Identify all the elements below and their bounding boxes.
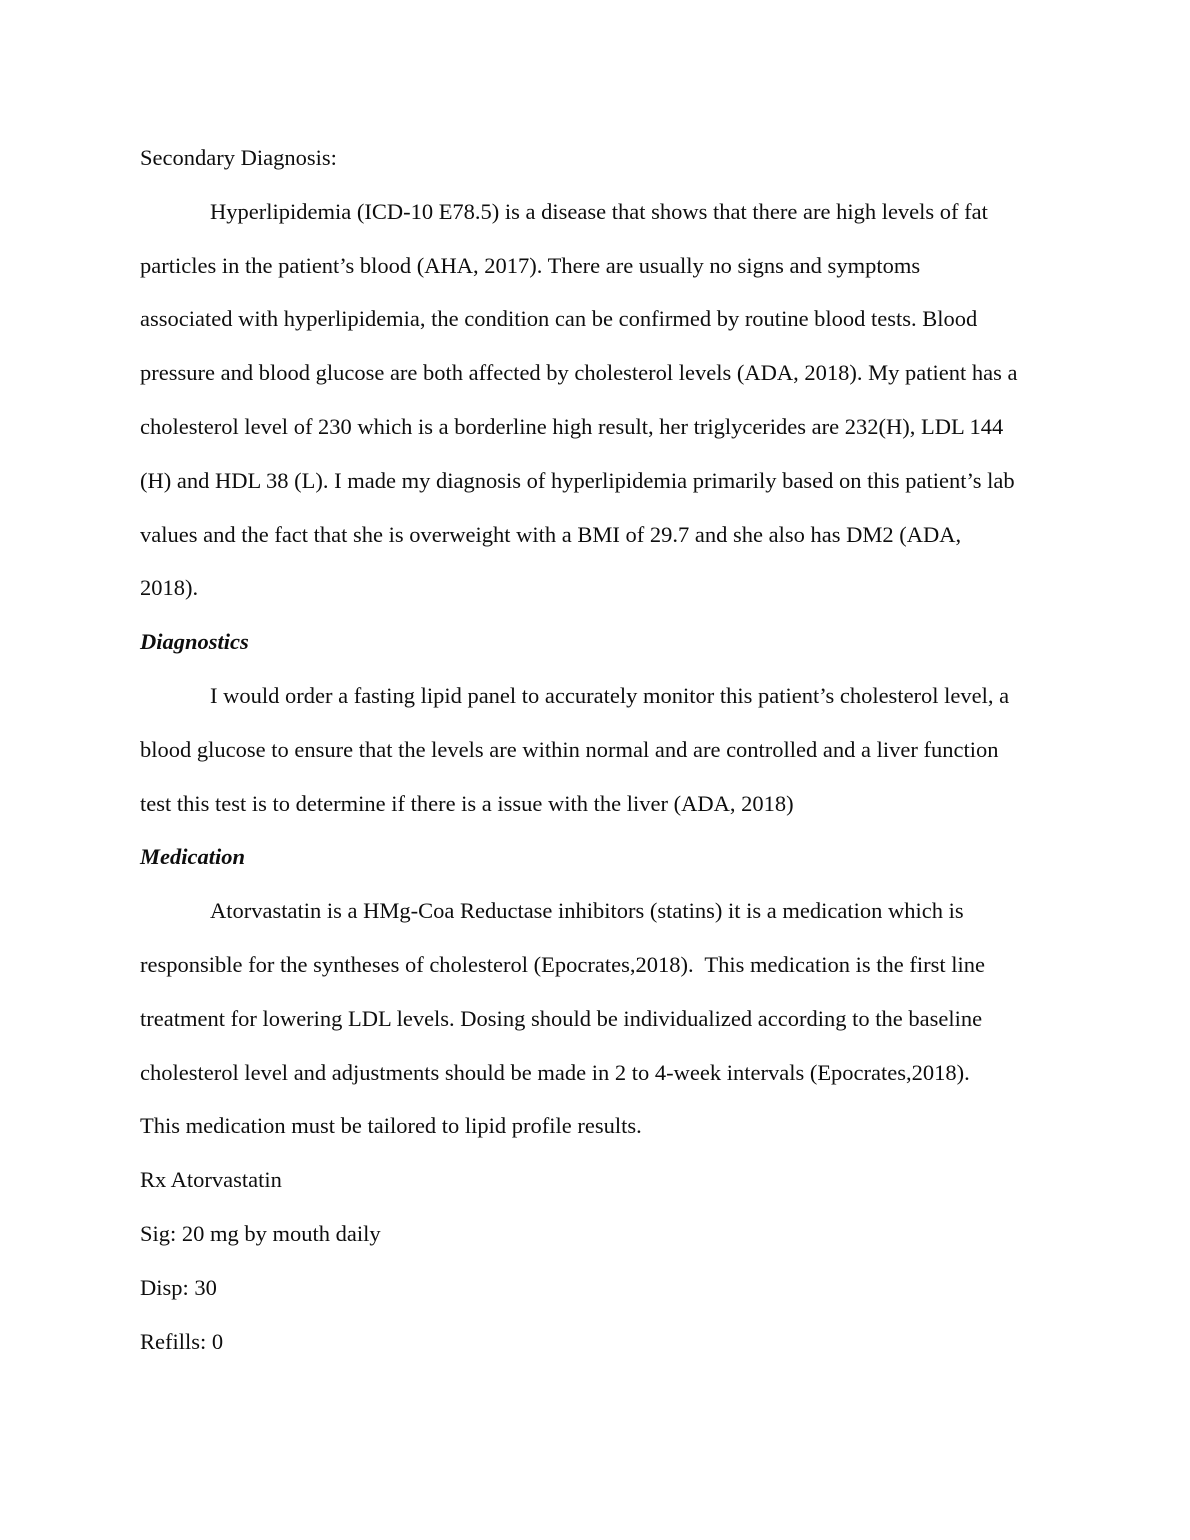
text-line: 2018). [140,575,199,601]
text-line: blood glucose to ensure that the levels are within normal and are controlled and a liver function [140,736,999,762]
text-line: responsible for the syntheses of cholesterol (Epocrates,2018). This medication is the first line [140,951,986,977]
diagnostics-heading: Diagnostics [140,629,249,655]
medication-heading: Medication [140,844,245,870]
text-line: pressure and blood glucose are both affected by cholesterol levels (ADA, 2018). My patient has a [140,360,1018,386]
rx-refills-line: Refills: 0 [140,1328,224,1354]
rx-disp-line: Disp: 30 [140,1274,217,1300]
text-line: particles in the patient’s blood (AHA, 2017). There are usually no signs and symptoms [140,252,921,278]
text-line: I would order a fasting lipid panel to accurately monitor this patient’s cholesterol level, a [210,682,1010,708]
text-line: test this test is to determine if there is a issue with the liver (ADA, 2018) [140,790,794,816]
rx-drug-line: Rx Atorvastatin [140,1167,282,1193]
text-line: associated with hyperlipidemia, the condition can be confirmed by routine blood tests. Blood [140,306,978,332]
text-line: cholesterol level of 230 which is a borderline high result, her triglycerides are 232(H), LDL 144 [140,413,1004,439]
secondary-diagnosis-heading: Secondary Diagnosis: [140,145,337,170]
text-line: cholesterol level and adjustments should be made in 2 to 4-week intervals (Epocrates,2018). [140,1059,970,1085]
text-line: treatment for lowering LDL levels. Dosing should be individualized according to the baseline [140,1005,983,1031]
text-line: Hyperlipidemia (ICD-10 E78.5) is a disease that shows that there are high levels of fat [210,198,988,224]
text-line: Atorvastatin is a HMg-Coa Reductase inhibitors (statins) it is a medication which is [210,898,964,924]
rx-sig-line: Sig: 20 mg by mouth daily [140,1220,381,1246]
text-line: This medication must be tailored to lipid profile results. [140,1113,642,1139]
text-line: (H) and HDL 38 (L). I made my diagnosis of hyperlipidemia primarily based on this patient’s lab [140,467,1015,493]
text-line: values and the fact that she is overweight with a BMI of 29.7 and she also has DM2 (ADA, [140,521,962,547]
